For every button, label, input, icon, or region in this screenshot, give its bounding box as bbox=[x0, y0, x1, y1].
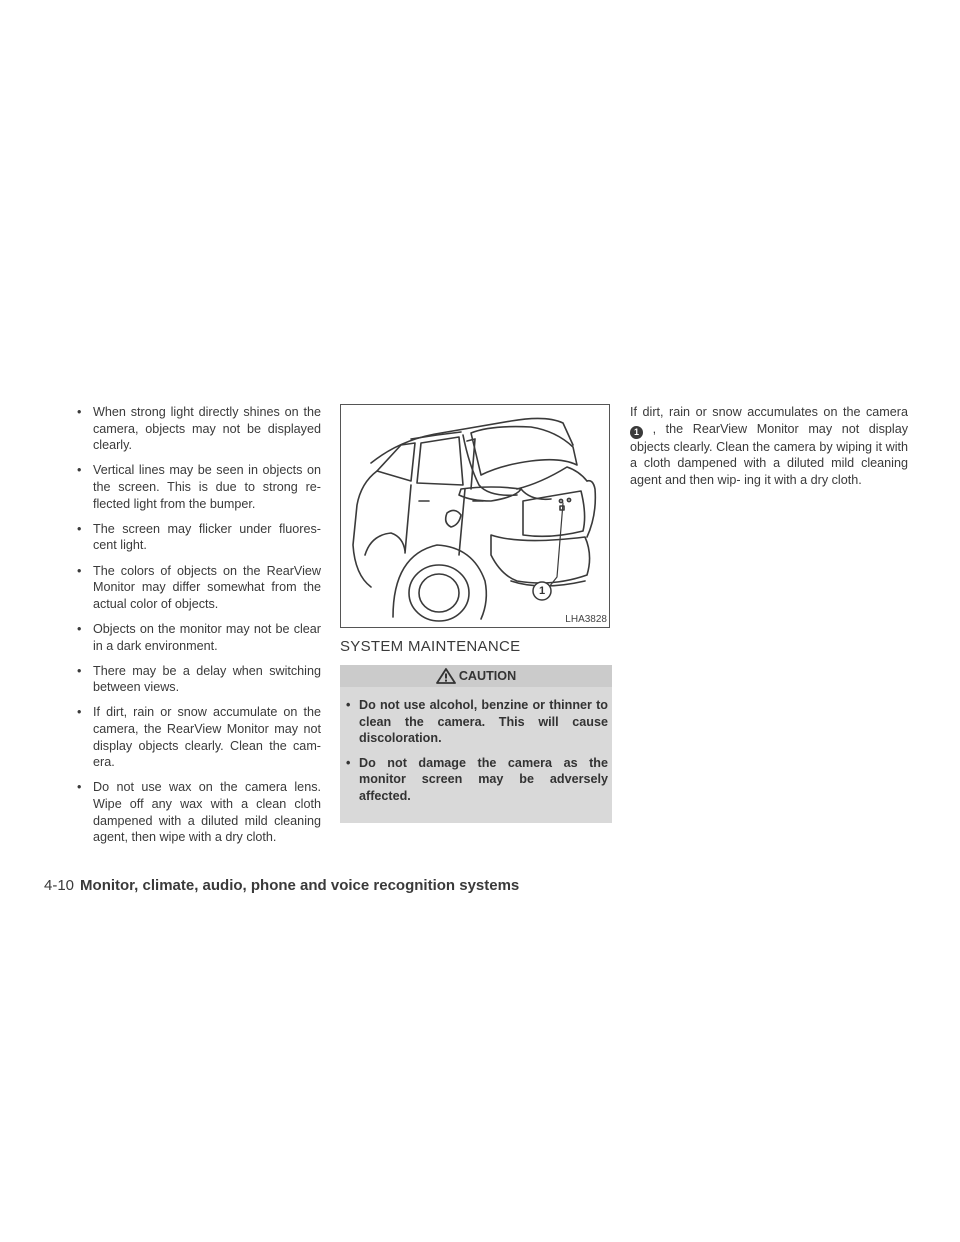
note-item: • If dirt, rain or snow accumulate on the camera, the RearView Monitor may not display objects clearly. Clean the cam- era. bbox=[75, 704, 321, 770]
note-item: • The screen may flicker under fluores- cent light. bbox=[75, 521, 321, 554]
note-item: • When strong light directly shines on the camera, objects may not be displayed clearly. bbox=[75, 404, 321, 454]
note-item: • Do not use wax on the camera lens. Wipe off any wax with a clean cloth dampened with a diluted mild cleaning agent, then wipe with a dry cloth. bbox=[75, 779, 321, 845]
figure-code: LHA3828 bbox=[565, 614, 607, 625]
caution-item: • Do not use alcohol, benzine or thinner to clean the camera. This will cause discoloration. bbox=[344, 697, 608, 747]
section-title: SYSTEM MAINTENANCE bbox=[340, 638, 521, 655]
chapter-title: Monitor, climate, audio, phone and voice recognition systems bbox=[80, 877, 520, 894]
caution-header bbox=[340, 665, 612, 687]
paragraph-text-2: , the RearView Monitor may not display objects clearly. Clean the camera by wiping it with a cloth dampened with a diluted mild cleaning agent and then wip- ing it with a dry cloth. bbox=[630, 421, 909, 487]
vehicle-rear-illustration bbox=[341, 405, 609, 627]
middle-column bbox=[340, 404, 612, 823]
right-column bbox=[630, 404, 908, 488]
caution-item: • Do not damage the camera as the monitor screen may be adversely affected. bbox=[344, 755, 608, 805]
camera-callout-marker: 1 bbox=[630, 426, 643, 439]
page-footer bbox=[44, 876, 519, 896]
figure-callout-label: 1 bbox=[538, 585, 546, 597]
caution-list bbox=[340, 687, 612, 805]
paragraph-text-1: If dirt, rain or snow accumulates on the camera bbox=[630, 405, 908, 419]
note-item: • Objects on the monitor may not be clear in a dark environment. bbox=[75, 621, 321, 654]
caution-heading: CAUTION bbox=[458, 668, 517, 683]
page-number: 4-10 bbox=[44, 877, 75, 894]
left-column bbox=[75, 404, 321, 854]
vehicle-rear-figure bbox=[340, 404, 610, 628]
maintenance-paragraph bbox=[630, 404, 908, 488]
note-item: • Vertical lines may be seen in objects on the screen. This is due to strong re- flected light from the bumper. bbox=[75, 462, 321, 512]
warning-triangle-icon bbox=[436, 668, 456, 684]
caution-box bbox=[340, 665, 612, 823]
note-item: • The colors of objects on the RearView Monitor may differ somewhat from the actual color of objects. bbox=[75, 563, 321, 613]
notes-list bbox=[75, 404, 321, 846]
note-item: • There may be a delay when switching between views. bbox=[75, 663, 321, 696]
